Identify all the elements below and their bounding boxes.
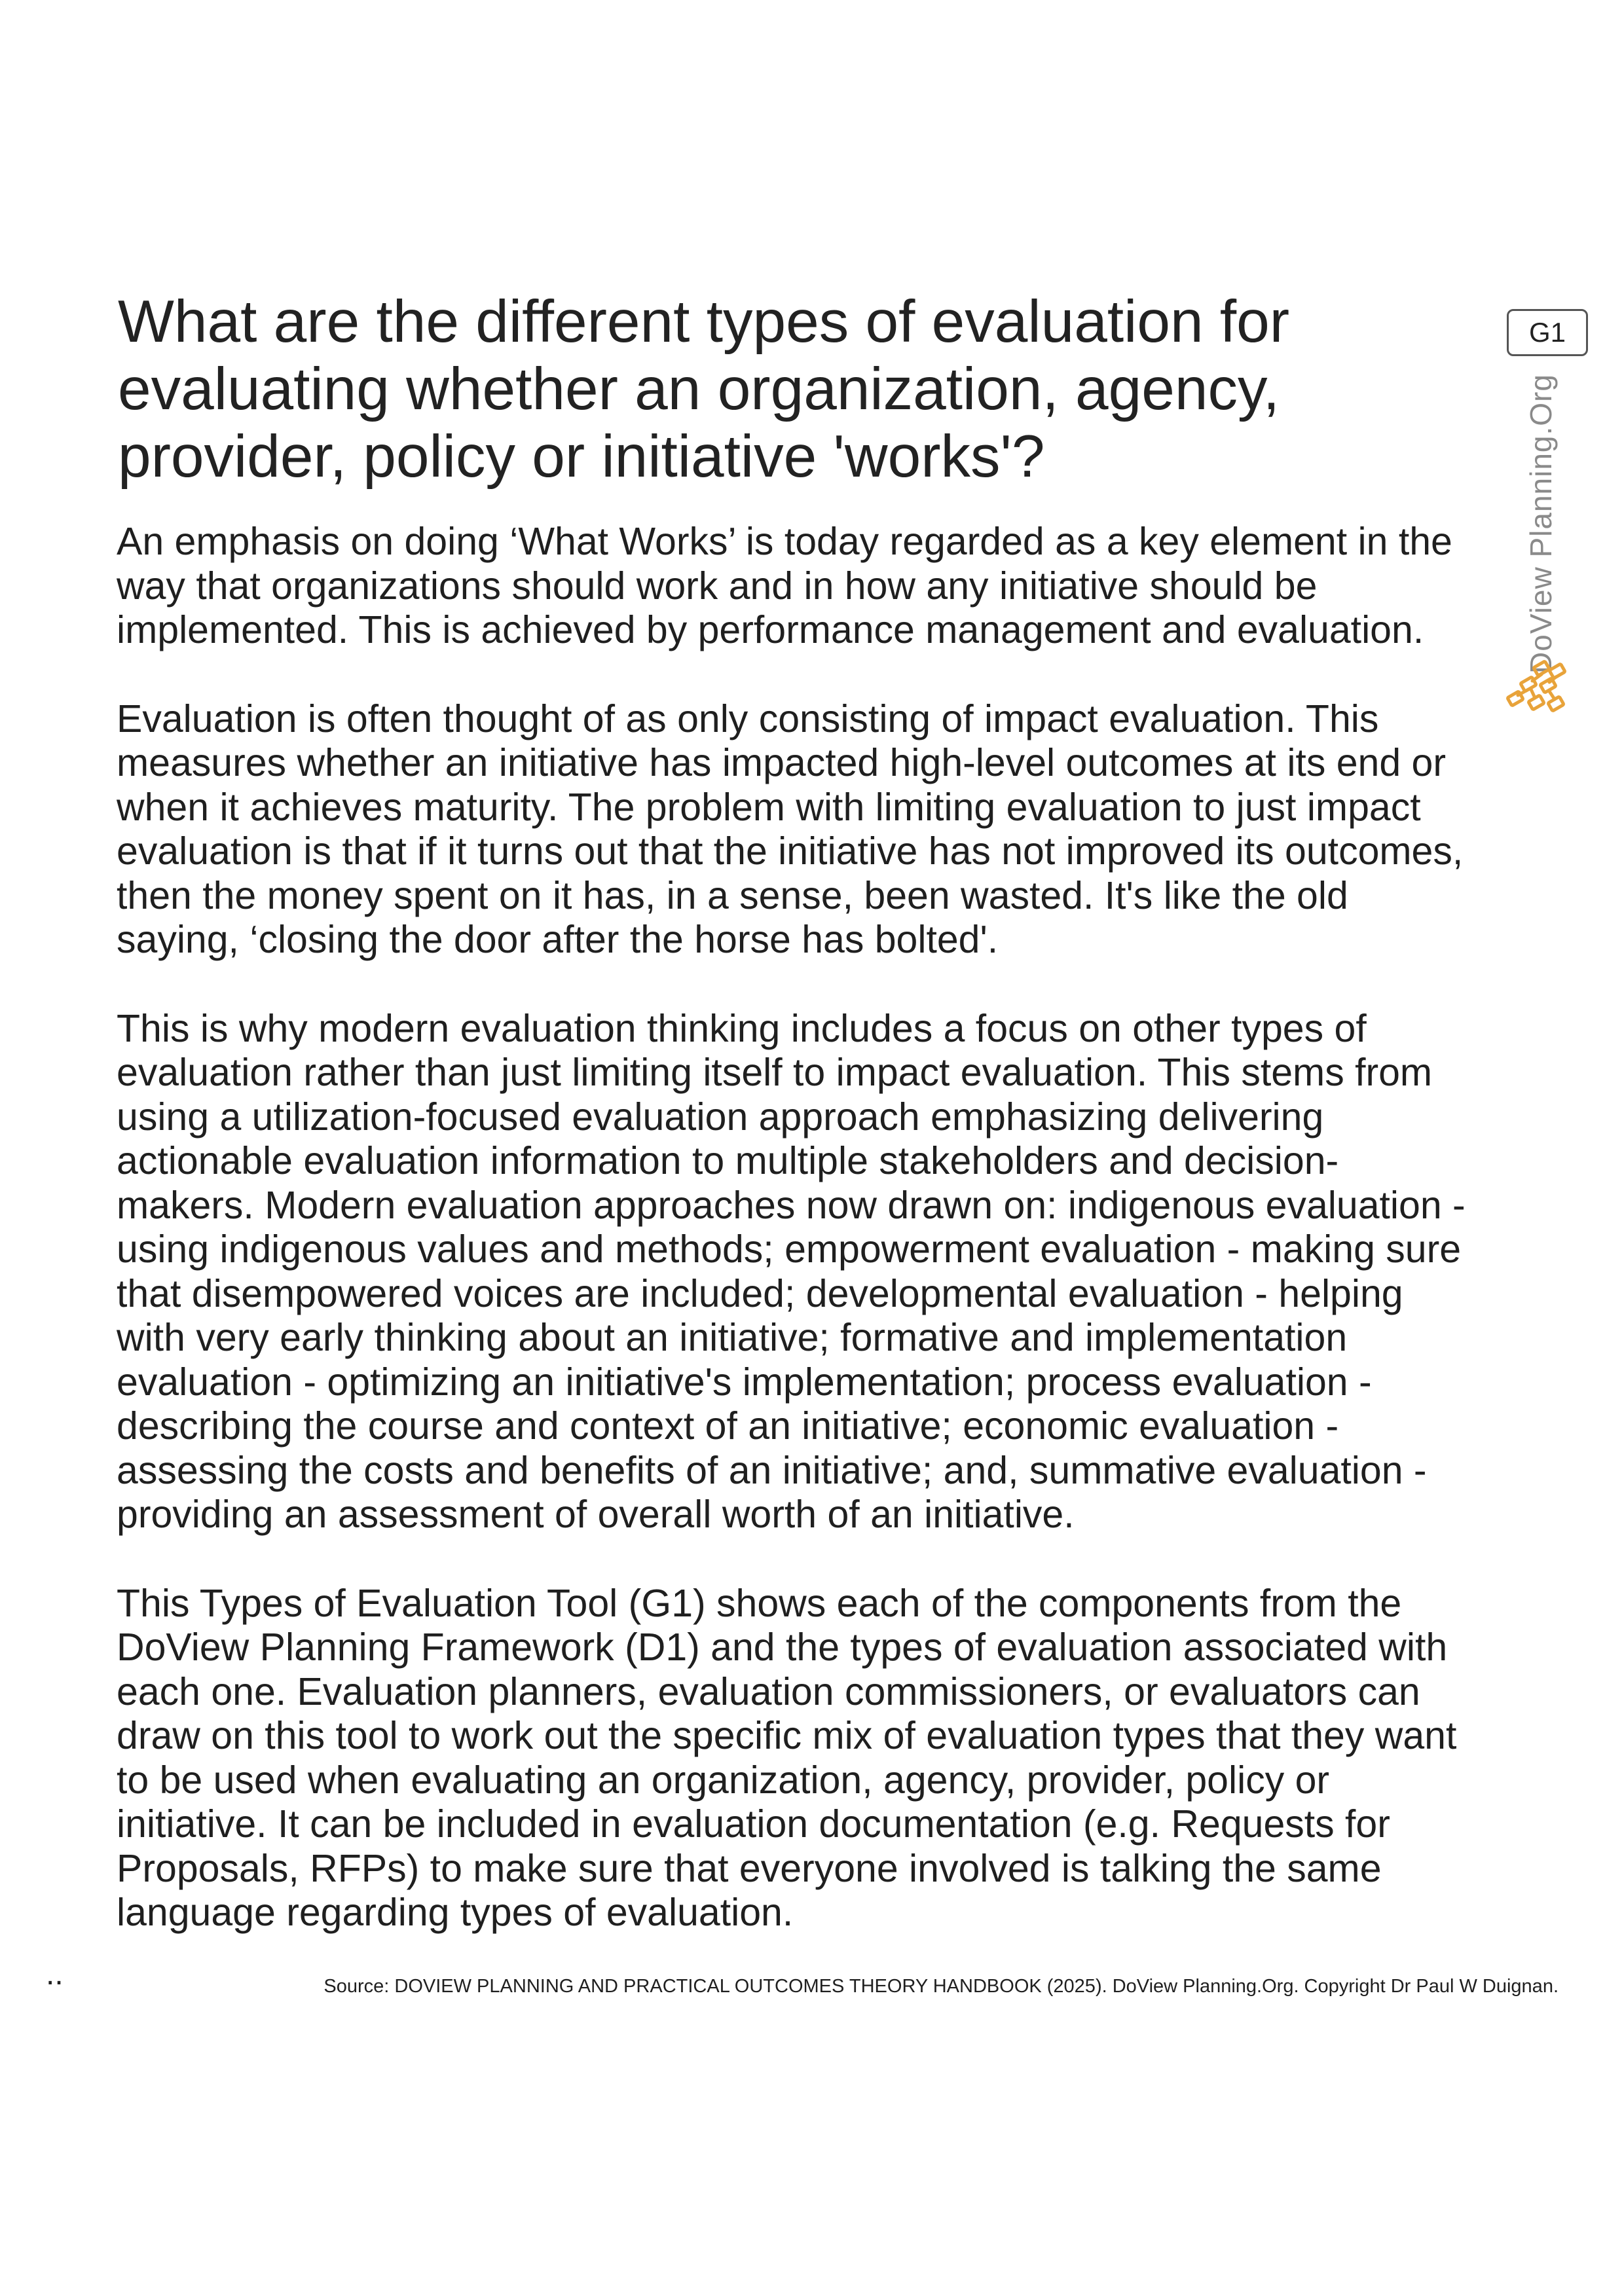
tool-tag-badge: G1 <box>1507 309 1588 356</box>
paragraph-4: This Types of Evaluation Tool (G1) shows each of the components from the DoView Planning Framework (D1) and the types of evaluation associated with each one. Evaluation planners, evaluation commissioners, or evaluators can draw on this tool to work out the specific mix of evaluation types that they want to be used when evaluating an organization, agency, provider, policy or initiative. It can be included in evaluation documentation (e.g. Requests for Proposals, RFPs) to make sure that everyone involved is talking the same language regarding types of evaluation. <box>117 1581 1457 1934</box>
page-title: What are the different types of evaluation for evaluating whether an organization, agency, provider, policy or initiative 'works'? <box>118 289 1290 490</box>
doview-logo-icon <box>1504 660 1576 725</box>
paragraph-3: This is why modern evaluation thinking includes a focus on other types of evaluation rather than just limiting itself to impact evaluation. This stems from using a utilization-focused evaluation approach emphasizing delivering actionable evaluation information to multiple stakeholders and decision-makers. Modern evaluation approaches now drawn on: indigenous evaluation - using indigenous values and methods; empowerment evaluation - making sure that disempowered voices are included; developmental evaluation - helping with very early thinking about an initiative; formative and implementation evaluation - optimizing an initiative's implementation; process evaluation - describing the course and context of an initiative; economic evaluation - assessing the costs and benefits of an initiative; and, summative evaluation - providing an assessment of overall worth of an initiative. <box>117 1006 1466 1536</box>
brand-vertical-text: DoView Planning.Org <box>1524 374 1558 674</box>
paragraph-2: Evaluation is often thought of as only consisting of impact evaluation. This measures whether an initiative has impacted high-level outcomes at its end or when it achieves maturity. The problem with limiting evaluation to just impact evaluation is that if it turns out that the initiative has not improved its outcomes, then the money spent on it has, in a sense, been wasted. It's like the old saying, ‘closing the door after the horse has bolted'. <box>117 697 1464 961</box>
paragraph-1: An emphasis on doing ‘What Works’ is today regarded as a key element in the way that organizations should work and in how any initiative should be implemented. This is achieved by performance management and evaluation. <box>117 520 1452 651</box>
source-footer: Source: DOVIEW PLANNING AND PRACTICAL OUTCOMES THEORY HANDBOOK (2025). DoView Planning.Org. Copyright Dr Paul W Duignan. <box>323 1976 1559 1997</box>
dots-marker: .. <box>46 1957 64 1992</box>
body-text <box>117 520 1466 1980</box>
